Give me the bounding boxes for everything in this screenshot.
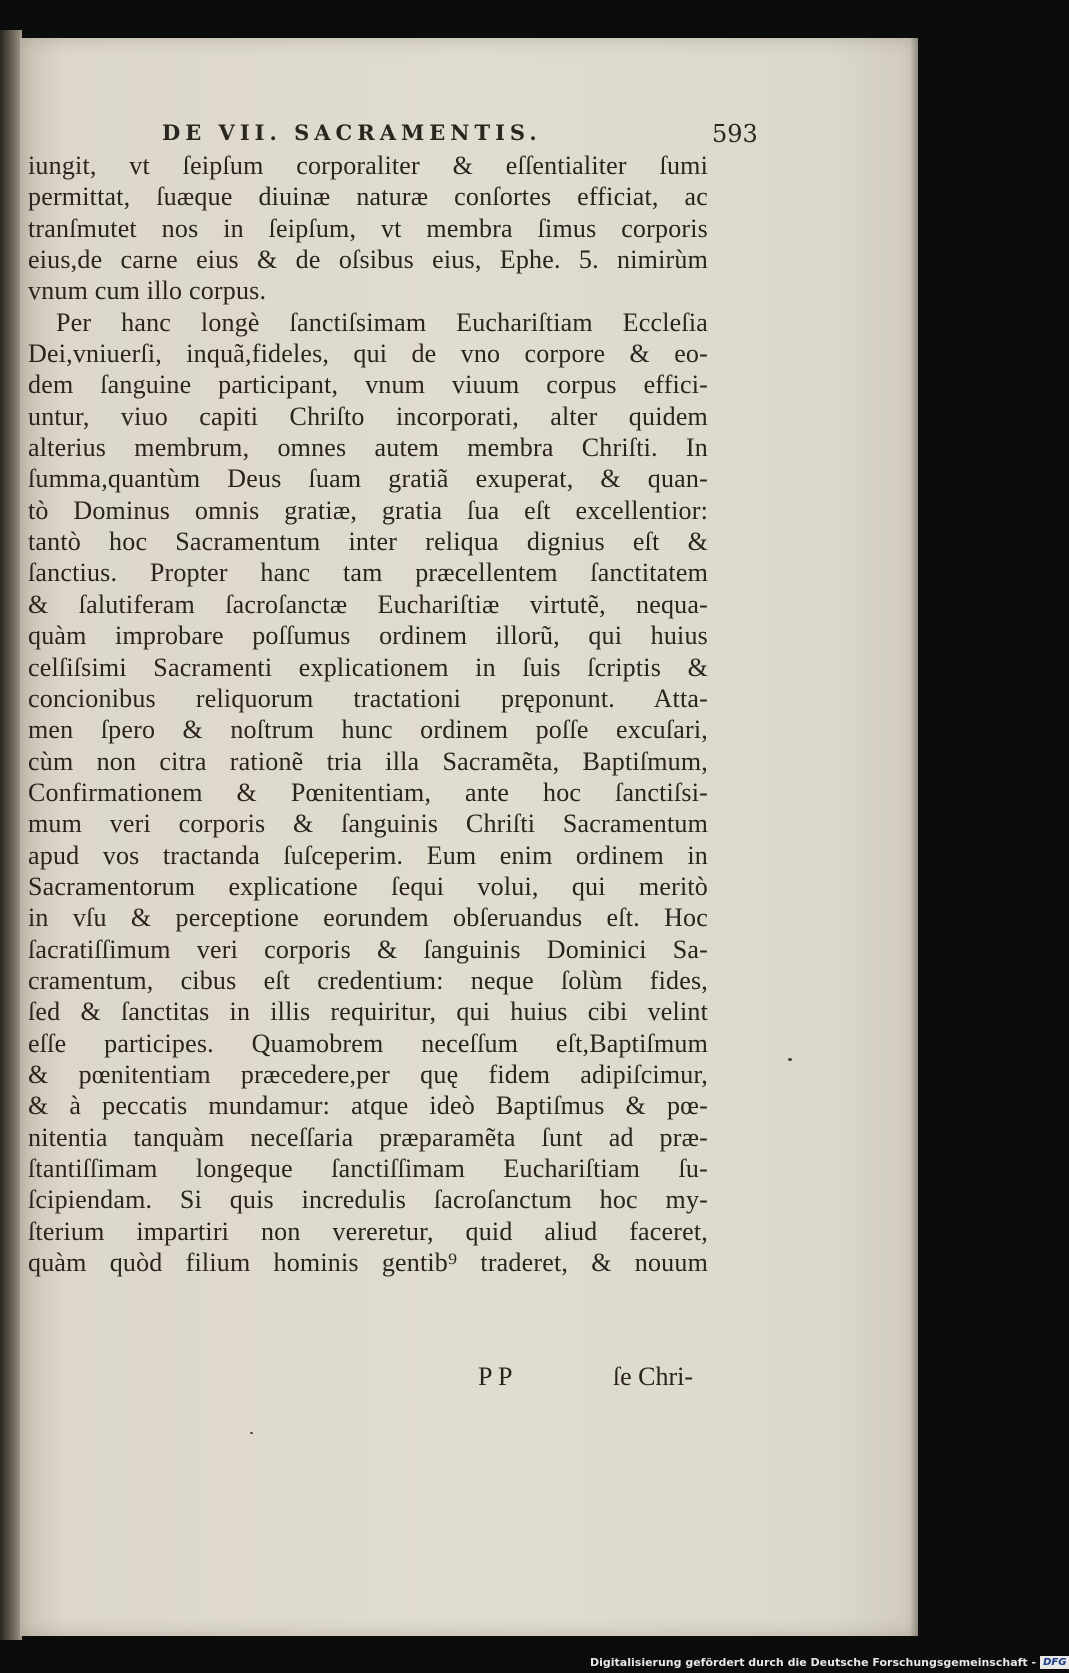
signature-mark: P P xyxy=(478,1362,513,1391)
text-line: & ſalutiferam ſacroſanctæ Euchariſtiæ virtutẽ, nequa- xyxy=(28,589,708,619)
text-line: ſumma,quantùm Deus ſuam gratiã exuperat, & quan- xyxy=(28,464,708,494)
text-line: ſacratiſſimum veri corporis & ſanguinis Dominici Sa- xyxy=(28,934,708,964)
text-line: ſcipiendam. Si quis incredulis ſacroſanctum hoc my- xyxy=(28,1185,708,1215)
text-line: ſtantiſſimam longeque ſanctiſſimam Euchariſtiam ſu- xyxy=(28,1154,708,1183)
paper-speck xyxy=(250,1432,253,1434)
catchline xyxy=(478,1362,693,1392)
dfg-logo: DFG xyxy=(1040,1656,1069,1669)
text-line: permittat, ſuæque diuinæ naturæ conſortes efficiat, ac xyxy=(28,182,708,212)
catchword: ſe Chri- xyxy=(612,1362,693,1391)
page-number: 593 xyxy=(712,120,758,148)
text-line: iungit, vt ſeipſum corporaliter & eſſentialiter ſumi xyxy=(28,151,708,180)
text-line: dem ſanguine participant, vnum viuum corpus effici- xyxy=(28,370,708,400)
text-line: concionibus reliquorum tractationi pręponunt. Atta- xyxy=(28,683,708,713)
page-edge xyxy=(910,38,918,1636)
running-head: DE VII. SACRAMENTIS. xyxy=(162,120,542,145)
text-line: ſterium impartiri non vereretur, quid aliud faceret, xyxy=(28,1216,708,1246)
text-line: tranſmutet nos in ſeipſum, vt membra ſimus corporis xyxy=(28,213,708,243)
paper-speck xyxy=(788,1058,792,1061)
text-line: quàm improbare poſſumus ordinem illorũ, qui huius xyxy=(28,621,708,651)
text-line: eſſe participes. Quamobrem neceſſum eſt,Baptiſmum xyxy=(28,1028,708,1058)
text-line: nitentia tanquàm neceſſaria præparamẽta ſunt ad præ- xyxy=(28,1122,708,1152)
text-line: ſed & ſanctitas in illis requiritur, qui huius cibi velint xyxy=(28,997,708,1027)
text-line: in vſu & perceptione eorundem obſeruandus eſt. Hoc xyxy=(28,903,708,933)
text-line: celſiſsimi Sacramenti explicationem in ſuis ſcriptis & xyxy=(28,652,708,682)
text-line: mum veri corporis & ſanguinis Chriſti Sacramentum xyxy=(28,809,708,839)
text-line: Dei,vniuerſi, inquã,fideles, qui de vno corpore & eo- xyxy=(28,339,708,369)
text-line: tantò hoc Sacramentum inter reliqua dignius eſt & xyxy=(28,527,708,557)
footer-text: Digitalisierung gefördert durch die Deutsche Forschungsgemeinschaft - xyxy=(590,1656,1037,1669)
text-line: & à peccatis mundamur: atque ideò Baptiſmus & pœ- xyxy=(28,1091,708,1121)
text-line: apud vos tractanda ſuſceperim. Eum enim ordinem in xyxy=(28,840,708,870)
binding-shadow xyxy=(0,30,22,1640)
text-line: Sacramentorum explicatione ſequi volui, qui meritò xyxy=(28,871,708,901)
footer-credit xyxy=(590,1654,1069,1671)
text-line: alterius membrum, omnes autem membra Chriſti. In xyxy=(28,433,708,463)
text-line: eius,de carne eius & de oſsibus eius, Ephe. 5. nimirùm xyxy=(28,245,708,275)
text-line: Confirmationem & Pœnitentiam, ante hoc ſanctiſsi- xyxy=(28,777,708,807)
body-text xyxy=(28,150,708,1278)
text-line: cùm non citra rationẽ tria illa Sacramẽta, Baptiſmum, xyxy=(28,746,708,776)
text-line: vnum cum illo corpus. xyxy=(28,276,267,306)
text-line: tò Dominus omnis gratiæ, gratia ſua eſt excellentior: xyxy=(28,495,708,525)
text-line: quàm quòd filium hominis gentib⁹ traderet, & nouum xyxy=(28,1248,708,1278)
text-line: Per hanc longè ſanctiſsimam Euchariſtiam Eccleſia xyxy=(56,307,708,337)
text-line: & pœnitentiam præcedere,per quę fidem adipiſcimur, xyxy=(28,1059,708,1089)
text-line: men ſpero & noſtrum hunc ordinem poſſe excuſari, xyxy=(28,715,708,745)
text-line: ſanctius. Propter hanc tam præcellentem ſanctitatem xyxy=(28,558,708,588)
text-line: untur, viuo capiti Chriſto incorporati, alter quidem xyxy=(28,401,708,431)
text-line: cramentum, cibus eſt credentium: neque ſolùm fides, xyxy=(28,965,708,995)
